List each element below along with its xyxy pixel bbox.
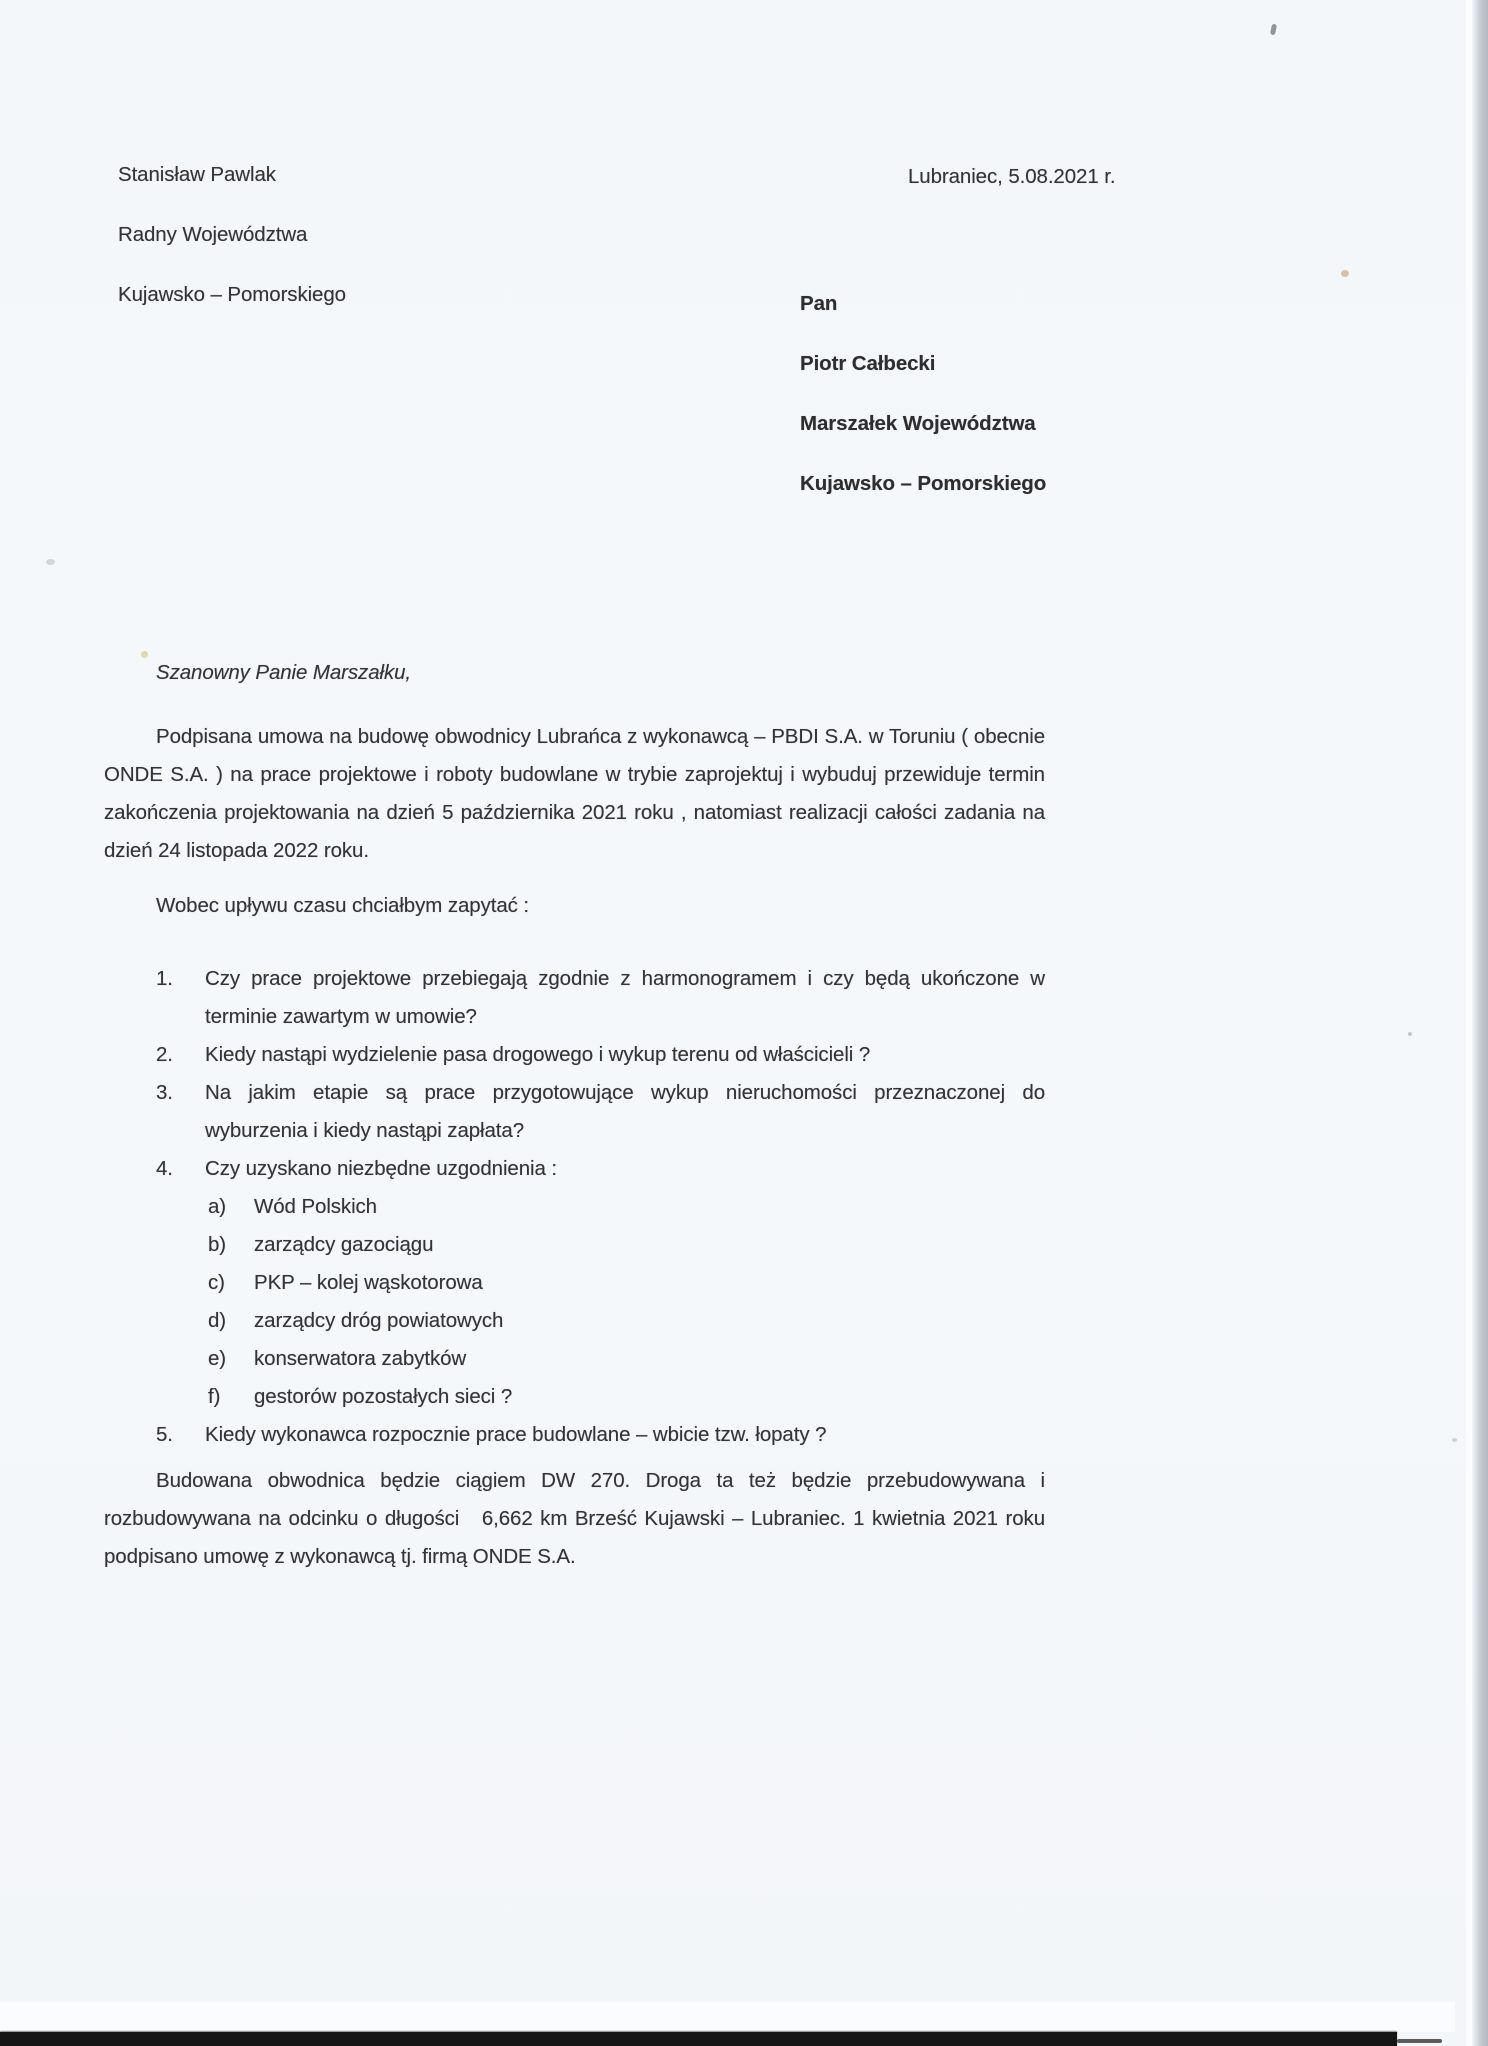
sub-list-item (208, 1340, 1045, 1378)
item-text: Kiedy nastąpi wydzielenie pasa drogowego i wykup terenu od właścicieli ? (205, 1043, 871, 1066)
sub-item-text: PKP – kolej wąskotorowa (254, 1271, 483, 1294)
recipient-title: Marszałek Województwa (800, 412, 1036, 435)
sub-item-text: konserwatora zabytków (254, 1347, 467, 1370)
scan-speck (1408, 1032, 1412, 1036)
sub-item-letter: c) (208, 1271, 225, 1294)
recipient-region: Kujawsko – Pomorskiego (800, 472, 1047, 495)
item-text: Kiedy wykonawca rozpocznie prace budowlane – wbicie tzw. łopaty ? (205, 1423, 827, 1446)
item-number: 2. (156, 1043, 173, 1066)
item-text: Czy prace projektowe przebiegają zgodnie z harmonogramem i czy będą ukończone w terminie zawartym w umowie? (205, 967, 1045, 1028)
intro-paragraph: Podpisana umowa na budowę obwodnicy Lubrańca z wykonawcą – PBDI S.A. w Toruniu ( obecnie ONDE S.A. ) na prace projektowe i roboty budowlane w trybie zaprojektuj i wybuduj przewiduje termin zakończenia projektowania na dzień 5 października 2021 roku , natomiast realizacji całości zadania na dzień 24 listopada 2022 roku. (104, 725, 1051, 862)
sub-item-text: zarządcy dróg powiatowych (254, 1309, 504, 1332)
sub-item-letter: b) (208, 1233, 227, 1256)
item-text: Na jakim etapie są prace przygotowujące wykup nieruchomości przeznaczonej do wyburzenia i kiedy nastąpi zapłata? (205, 1081, 1045, 1142)
sub-item-letter: d) (208, 1309, 227, 1332)
sub-item-text: zarządcy gazociągu (254, 1233, 434, 1256)
sub-item-text: gestorów pozostałych sieci ? (254, 1385, 513, 1408)
sub-item-letter: e) (208, 1347, 227, 1370)
scan-speck (1270, 24, 1277, 36)
scan-speck (1341, 270, 1349, 277)
sender-name: Stanisław Pawlak (118, 163, 276, 186)
sender-region: Kujawsko – Pomorskiego (118, 283, 346, 306)
recipient-name: Piotr Całbecki (800, 352, 936, 375)
salutation: Szanowny Panie Marszałku, (156, 661, 412, 684)
sub-item-letter: f) (208, 1385, 221, 1408)
scan-speck (141, 651, 148, 658)
scanner-bed-bar (0, 2032, 1397, 2046)
sub-item-letter: a) (208, 1195, 227, 1218)
item-number: 5. (156, 1423, 173, 1446)
place-date-line: Lubraniec, 5.08.2021 r. (908, 165, 1116, 188)
item-number: 4. (156, 1157, 173, 1180)
item-text: Czy uzyskano niezbędne uzgodnienia : (205, 1157, 557, 1180)
recipient-block (800, 293, 1046, 533)
sender-title: Radny Województwa (118, 223, 308, 246)
list-item (156, 1416, 1045, 1454)
scan-right-edge-shadow (1472, 0, 1488, 2046)
sub-list-item (208, 1378, 1045, 1416)
sub-list-item (208, 1264, 1045, 1302)
scan-speck (46, 559, 55, 565)
questions-list (156, 960, 1045, 1454)
questions-lead: Wobec upływu czasu chciałbym zapytać : (156, 894, 529, 917)
list-item (156, 1036, 1045, 1074)
sub-list-item (208, 1226, 1045, 1264)
scan-speck (1452, 1438, 1457, 1442)
item-number: 3. (156, 1081, 173, 1104)
sender-block (118, 164, 346, 344)
scanner-bed-bar-tail (1397, 2039, 1442, 2043)
item-number: 1. (156, 967, 173, 990)
scan-bottom-paper-edge (0, 2002, 1455, 2032)
recipient-honorific: Pan (800, 292, 838, 315)
sub-list-item (208, 1302, 1045, 1340)
sub-item-text: Wód Polskich (254, 1195, 377, 1218)
closing-paragraph: Budowana obwodnica będzie ciągiem DW 270. Droga ta też będzie przebudowywana i rozbudowywana na odcinku o długości 6,662 km Brześć Kujawski – Lubraniec. 1 kwietnia 2021 roku podpisano umowę z wykonawcą tj. firmą ONDE S.A. (104, 1469, 1051, 1568)
list-item (156, 1074, 1045, 1150)
list-item (156, 960, 1045, 1036)
list-item (156, 1150, 1045, 1188)
sub-list-item (208, 1188, 1045, 1226)
